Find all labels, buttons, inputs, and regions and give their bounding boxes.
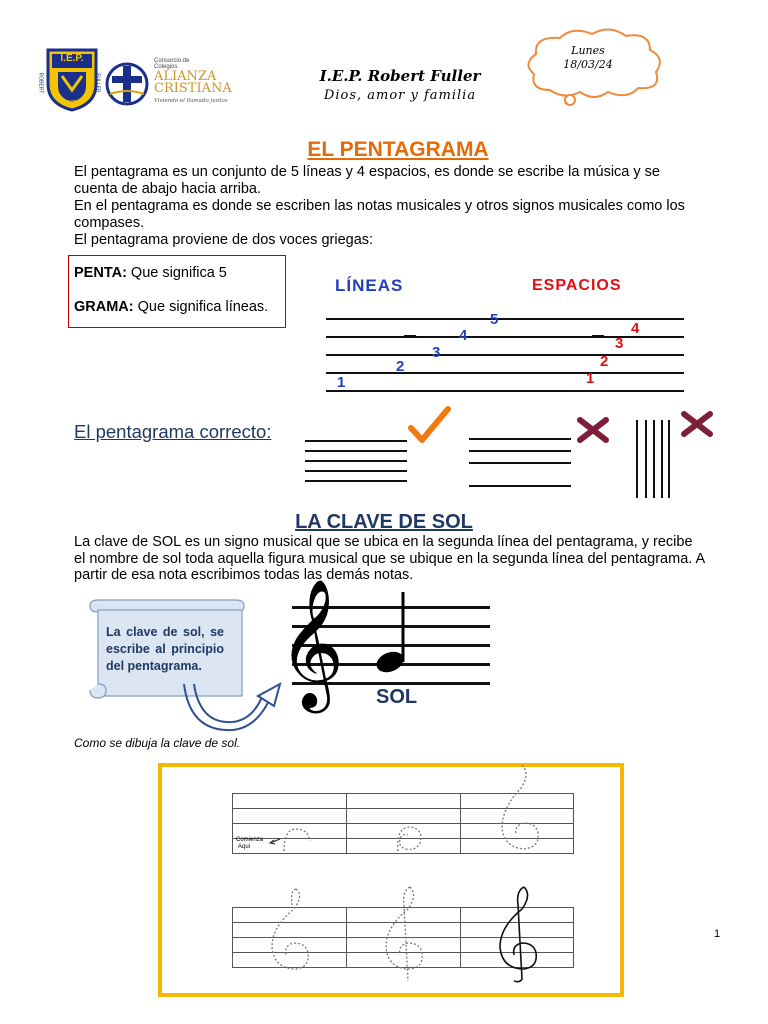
partner-logo-name: ALIANZA CRISTIANA (154, 69, 232, 96)
practice-box (158, 763, 624, 997)
pentagrama-title: EL PENTAGRAMA (307, 138, 489, 161)
grama-label: GRAMA: (74, 299, 134, 315)
line-number-1: 1 (337, 374, 346, 391)
curved-arrow-icon (176, 680, 286, 738)
staff-line (305, 440, 407, 442)
date-cloud (520, 24, 670, 110)
line-number-5: 5 (490, 311, 499, 328)
checkmark-icon (408, 406, 452, 446)
staff-line (668, 420, 670, 498)
ledger-segment (592, 335, 604, 337)
space-number-3: 3 (615, 335, 624, 352)
penta-text: Que significa 5 (126, 265, 227, 281)
staff-line (326, 372, 684, 374)
practice-staff-bottom (232, 907, 574, 967)
school-logo-side-left: ROBERT (37, 72, 44, 94)
staff-line (469, 462, 571, 464)
staff-line (645, 420, 647, 498)
partner-logo (104, 58, 234, 110)
drawing-caption: Como se dibuja la clave de sol. (74, 736, 241, 750)
partner-logo-motto: Viviendo el llamado juntos (154, 98, 228, 104)
pentagrama-paragraph-2: En el pentagrama es donde se escriben las notas musicales y otros signos musicales como los compases. (74, 198, 685, 231)
space-number-1: 1 (586, 370, 595, 387)
staff-line (469, 450, 571, 452)
clave-de-sol-paragraph: La clave de SOL es un signo musical que se ubica en la segunda línea del pentagrama, y recibe el nombre de sol toda aquella figura musical que se ubique en la segunda línea del pentagrama. A partir de esa nota escribimos todas las demás notas. (74, 534, 705, 583)
lines-label: LÍNEAS (335, 276, 404, 295)
clave-de-sol-title: LA CLAVE DE SOL (295, 511, 473, 533)
penta-label: PENTA: (74, 265, 127, 281)
line-number-2: 2 (396, 358, 405, 375)
pentagrama-paragraph-1: El pentagrama es un conjunto de 5 líneas y 4 espacios, es donde se escribe la música y se cuenta de abajo hacia arriba. (74, 164, 660, 197)
staff-line (305, 460, 407, 462)
start-label-2: Aquí (238, 844, 251, 850)
staff-line (469, 485, 571, 487)
staff-line (653, 420, 655, 498)
page-number: 1 (714, 928, 721, 940)
treble-clef-icon: 𝄞 (278, 578, 345, 708)
school-logo-bottom: PIURA (64, 100, 80, 106)
wrong-mark-icon (680, 410, 714, 438)
grama-text: Que significa líneas. (133, 299, 269, 315)
partner-logo-small: Consorcio de Colegios (154, 58, 190, 70)
staff-line (305, 480, 407, 482)
clef-step-5-icon (346, 885, 460, 985)
date-day: Lunes (571, 44, 605, 57)
start-label-1: Comienza (236, 837, 264, 843)
staff-line (326, 390, 684, 392)
sol-label: SOL (376, 686, 418, 708)
space-number-4: 4 (631, 320, 640, 337)
greek-words-box (68, 255, 286, 328)
staff-line (636, 420, 638, 498)
line-number-4: 4 (459, 327, 468, 344)
clef-step-6-icon (460, 885, 574, 985)
school-logo-side-right: FULLER (94, 73, 101, 93)
correct-staff-label: El pentagrama correcto: (74, 421, 272, 442)
staff-line (305, 450, 407, 452)
school-logo-text: I.E.P. (60, 53, 84, 64)
school-logo (37, 46, 101, 112)
clef-step-4-icon (232, 885, 346, 981)
penta-definition (74, 265, 227, 281)
spaces-label: ESPACIOS (532, 277, 622, 294)
pentagrama-paragraph-3: El pentagrama proviene de dos voces griegas: (74, 232, 374, 248)
ledger-segment (404, 335, 416, 337)
clef-step-2-icon (346, 793, 460, 855)
staff-line (326, 354, 684, 356)
school-motto: Dios, amor y familia (323, 88, 477, 103)
correct-staff-example (305, 440, 407, 484)
sol-note-icon (370, 590, 414, 680)
grama-definition (74, 299, 268, 315)
wrong-staff-example-2 (636, 420, 670, 498)
clef-step-3-icon (460, 765, 574, 855)
space-number-2: 2 (600, 353, 609, 370)
wrong-staff-example-1 (469, 438, 571, 488)
practice-staff-top (232, 793, 574, 853)
wrong-mark-icon (576, 416, 610, 444)
staff-line (661, 420, 663, 498)
line-number-3: 3 (432, 344, 441, 361)
staff-line (305, 470, 407, 472)
date-value: 18/03/24 (563, 58, 613, 71)
scroll-note-text: La clave de sol, se escribe al principio del pentagrama. (106, 625, 224, 673)
staff-line (469, 438, 571, 440)
school-name: I.E.P. Robert Fuller (319, 67, 481, 85)
